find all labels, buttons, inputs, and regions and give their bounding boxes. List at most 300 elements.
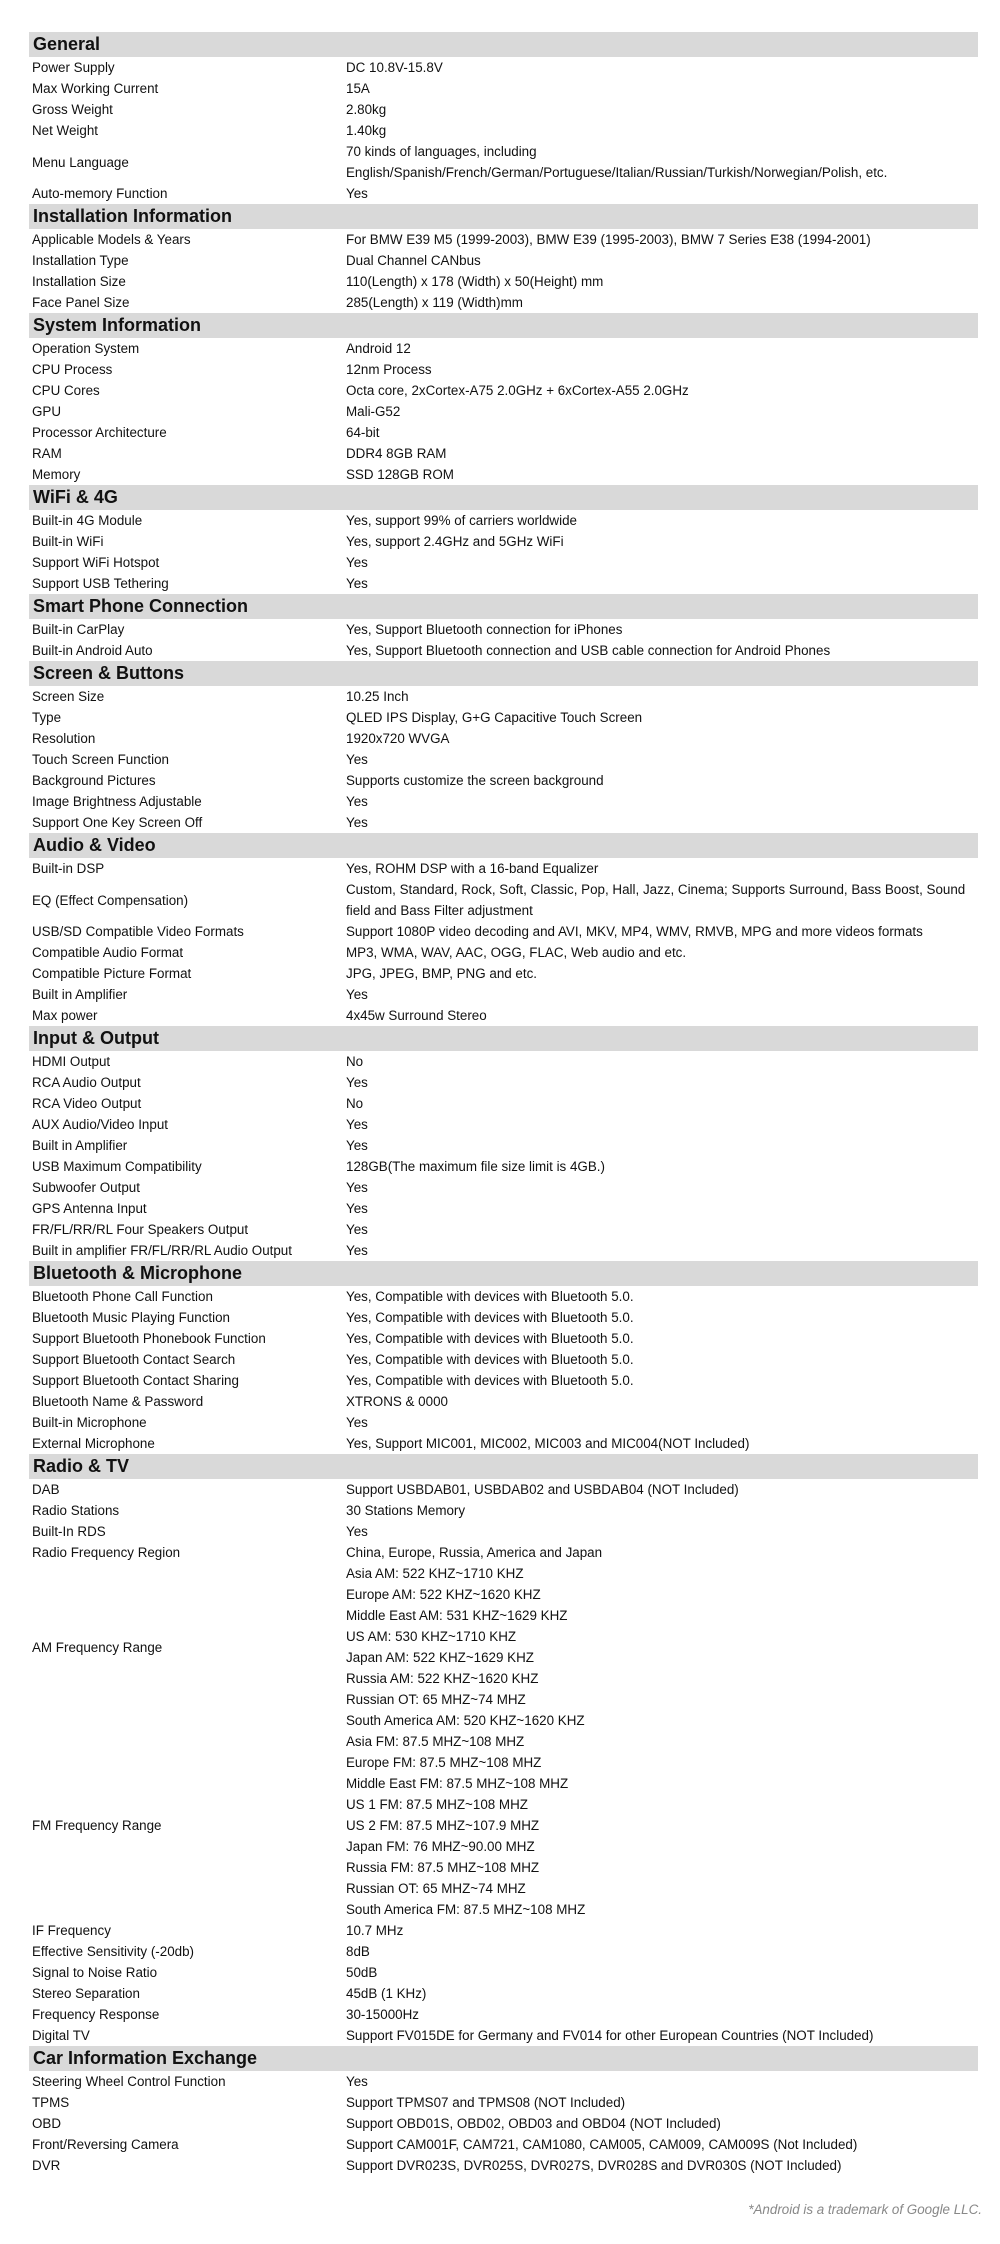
spec-label: Background Pictures	[32, 773, 156, 788]
spec-value	[346, 1412, 978, 1433]
spec-value-line: 110(Length) x 178 (Width) x 50(Height) mm	[346, 274, 604, 289]
spec-row	[29, 183, 978, 204]
spec-value	[346, 1479, 978, 1500]
spec-value-line: Yes	[346, 1201, 368, 1216]
spec-value	[346, 443, 978, 464]
spec-row	[29, 749, 978, 770]
spec-label: USB/SD Compatible Video Formats	[32, 924, 244, 939]
spec-value	[346, 2113, 978, 2134]
spec-label: Built-in DSP	[32, 861, 105, 876]
spec-value-line: Support CAM001F, CAM721, CAM1080, CAM005, CAM009, CAM009S (Not Included)	[346, 2137, 858, 2152]
spec-section	[29, 833, 978, 1026]
spec-label: Support Bluetooth Contact Search	[32, 1352, 236, 1367]
spec-label: Menu Language	[32, 154, 129, 170]
spec-row	[29, 1219, 978, 1240]
spec-value-line: Yes	[346, 555, 368, 570]
spec-value	[346, 1542, 978, 1563]
spec-value-line: US 1 FM: 87.5 MHZ~108 MHZ	[346, 1797, 528, 1812]
spec-value-line: 10.25 Inch	[346, 689, 409, 704]
spec-value-line: DC 10.8V-15.8V	[346, 60, 443, 75]
spec-value-line: QLED IPS Display, G+G Capacitive Touch Screen	[346, 710, 643, 725]
spec-value	[346, 1500, 978, 1521]
spec-label: Operation System	[32, 341, 140, 356]
spec-value	[346, 1521, 978, 1542]
spec-value	[346, 78, 978, 99]
section-header: WiFi & 4G	[29, 485, 978, 510]
spec-value	[346, 292, 978, 313]
spec-value-line: Yes	[346, 1243, 368, 1258]
spec-label: IF Frequency	[32, 1923, 111, 1938]
spec-label: Built in amplifier FR/FL/RR/RL Audio Output	[32, 1243, 292, 1258]
spec-row	[29, 1005, 978, 1026]
spec-value-line: Russia AM: 522 KHZ~1620 KHZ	[346, 1671, 539, 1686]
spec-value	[346, 728, 978, 749]
spec-value-line: Mali-G52	[346, 404, 401, 419]
spec-value	[346, 791, 978, 812]
spec-value-line: 128GB(The maximum file size limit is 4GB.)	[346, 1159, 605, 1174]
spec-value-line: 70 kinds of languages, including	[346, 144, 537, 159]
spec-value-line: Asia AM: 522 KHZ~1710 KHZ	[346, 1566, 524, 1581]
spec-value-line: Russian OT: 65 MHZ~74 MHZ	[346, 1692, 526, 1707]
spec-value-line: Yes	[346, 2074, 368, 2089]
spec-label: External Microphone	[32, 1436, 155, 1451]
spec-section	[29, 1454, 978, 2046]
spec-value-line: 30-15000Hz	[346, 2007, 419, 2022]
spec-row	[29, 984, 978, 1005]
spec-label: Stereo Separation	[32, 1986, 140, 2001]
spec-value-line: 4x45w Surround Stereo	[346, 1008, 487, 1023]
spec-value-line: Yes	[346, 1415, 368, 1430]
spec-value-line: Japan FM: 76 MHZ~90.00 MHZ	[346, 1839, 535, 1854]
spec-value-line: Russian OT: 65 MHZ~74 MHZ	[346, 1881, 526, 1896]
spec-row	[29, 770, 978, 791]
spec-value	[346, 1370, 978, 1391]
spec-value	[346, 1731, 978, 1920]
spec-row	[29, 707, 978, 728]
spec-value	[346, 1219, 978, 1240]
spec-value	[346, 1307, 978, 1328]
spec-value-line: Yes	[346, 1222, 368, 1237]
spec-row	[29, 1286, 978, 1307]
spec-value	[346, 963, 978, 984]
spec-label: Installation Type	[32, 253, 129, 268]
spec-value	[346, 2071, 978, 2092]
spec-row	[29, 963, 978, 984]
spec-label: CPU Process	[32, 362, 113, 377]
spec-label: Installation Size	[32, 274, 126, 289]
spec-value-line: South America AM: 520 KHZ~1620 KHZ	[346, 1713, 585, 1728]
section-header: Car Information Exchange	[29, 2046, 978, 2071]
spec-value-line: Yes	[346, 1180, 368, 1195]
spec-value	[346, 1156, 978, 1177]
spec-row	[29, 552, 978, 573]
spec-row	[29, 2134, 978, 2155]
spec-label: Support WiFi Hotspot	[32, 555, 160, 570]
spec-value	[346, 984, 978, 1005]
spec-value-line: Yes	[346, 186, 368, 201]
spec-row	[29, 1240, 978, 1261]
spec-value-line: Russia FM: 87.5 MHZ~108 MHZ	[346, 1860, 540, 1875]
spec-value	[346, 1962, 978, 1983]
spec-row	[29, 2025, 978, 2046]
spec-label: Signal to Noise Ratio	[32, 1965, 158, 1980]
section-header: System Information	[29, 313, 978, 338]
spec-row	[29, 464, 978, 485]
spec-row	[29, 271, 978, 292]
spec-row	[29, 531, 978, 552]
spec-value	[346, 338, 978, 359]
spec-label: Support USB Tethering	[32, 576, 169, 591]
spec-row	[29, 1920, 978, 1941]
spec-label: Built in Amplifier	[32, 1138, 128, 1153]
spec-label: Bluetooth Name & Password	[32, 1394, 204, 1409]
spec-value	[346, 879, 978, 921]
spec-row	[29, 573, 978, 594]
spec-value-line: Yes	[346, 576, 368, 591]
spec-row	[29, 1307, 978, 1328]
spec-value-line: Yes	[346, 987, 368, 1002]
spec-row	[29, 1542, 978, 1563]
spec-value	[346, 380, 978, 401]
spec-row	[29, 422, 978, 443]
spec-value	[346, 573, 978, 594]
spec-label: Built-in CarPlay	[32, 622, 125, 637]
spec-value-line: Asia FM: 87.5 MHZ~108 MHZ	[346, 1734, 525, 1749]
spec-value-line: 15A	[346, 81, 370, 96]
spec-value-line: Yes, Compatible with devices with Bluetooth 5.0.	[346, 1373, 634, 1388]
spec-value	[346, 1240, 978, 1261]
spec-value-line: South America FM: 87.5 MHZ~108 MHZ	[346, 1902, 586, 1917]
spec-label: AM Frequency Range	[32, 1639, 163, 1655]
spec-label: Built-in Android Auto	[32, 643, 153, 658]
spec-label: Compatible Picture Format	[32, 966, 192, 981]
spec-section	[29, 204, 978, 313]
spec-value-line: Yes, Support Bluetooth connection and USB cable connection for Android Phones	[346, 643, 831, 658]
spec-label: Bluetooth Music Playing Function	[32, 1310, 230, 1325]
section-header: Installation Information	[29, 204, 978, 229]
spec-label: Power Supply	[32, 60, 115, 75]
spec-value	[346, 2025, 978, 2046]
spec-label: FM Frequency Range	[32, 1818, 162, 1833]
spec-value-line: No	[346, 1096, 364, 1111]
spec-label: Built-in 4G Module	[32, 513, 143, 528]
spec-value-line: MP3, WMA, WAV, AAC, OGG, FLAC, Web audio and etc.	[346, 945, 687, 960]
spec-value-line: Yes	[346, 1075, 368, 1090]
spec-row	[29, 141, 978, 183]
spec-section	[29, 2046, 978, 2176]
spec-value	[346, 401, 978, 422]
spec-row	[29, 250, 978, 271]
spec-value-line: Support USBDAB01, USBDAB02 and USBDAB04 (NOT Included)	[346, 1482, 739, 1497]
spec-section	[29, 32, 978, 204]
spec-value-line: Support TPMS07 and TPMS08 (NOT Included)	[346, 2095, 626, 2110]
spec-value	[346, 141, 978, 183]
spec-label: Front/Reversing Camera	[32, 2137, 179, 2152]
spec-label: Resolution	[32, 731, 96, 746]
spec-row	[29, 2155, 978, 2176]
spec-label: HDMI Output	[32, 1054, 111, 1069]
spec-value	[346, 1051, 978, 1072]
spec-row	[29, 1051, 978, 1072]
spec-value-line: Europe FM: 87.5 MHZ~108 MHZ	[346, 1755, 542, 1770]
spec-value	[346, 1286, 978, 1307]
spec-value-line: field and Bass Filter adjustment	[346, 903, 533, 918]
spec-value-line: US AM: 530 KHZ~1710 KHZ	[346, 1629, 517, 1644]
spec-value-line: 2.80kg	[346, 102, 387, 117]
spec-value-line: Dual Channel CANbus	[346, 253, 481, 268]
spec-row	[29, 338, 978, 359]
spec-label: Memory	[32, 467, 81, 482]
spec-value	[346, 770, 978, 791]
spec-row	[29, 1177, 978, 1198]
spec-value	[346, 2155, 978, 2176]
spec-row	[29, 921, 978, 942]
section-header: Input & Output	[29, 1026, 978, 1051]
spec-value	[346, 1093, 978, 1114]
spec-label: Steering Wheel Control Function	[32, 2074, 226, 2089]
spec-label: Auto-memory Function	[32, 186, 168, 201]
spec-label: TPMS	[32, 2095, 70, 2110]
spec-value	[346, 271, 978, 292]
spec-value-line: JPG, JPEG, BMP, PNG and etc.	[346, 966, 538, 981]
spec-label: RAM	[32, 446, 62, 461]
spec-label: Max power	[32, 1008, 98, 1023]
spec-label: RCA Video Output	[32, 1096, 142, 1111]
spec-label: Built-in WiFi	[32, 534, 104, 549]
trademark-footnote: *Android is a trademark of Google LLC.	[748, 2202, 982, 2217]
spec-value	[346, 531, 978, 552]
spec-value-line: Yes, Compatible with devices with Bluetooth 5.0.	[346, 1352, 634, 1367]
spec-value-line: Yes, Compatible with devices with Bluetooth 5.0.	[346, 1289, 634, 1304]
section-header: General	[29, 32, 978, 57]
spec-label: Face Panel Size	[32, 295, 130, 310]
spec-value	[346, 749, 978, 770]
spec-value-line: Europe AM: 522 KHZ~1620 KHZ	[346, 1587, 541, 1602]
spec-value	[346, 1349, 978, 1370]
spec-value	[346, 2004, 978, 2025]
spec-row	[29, 1500, 978, 1521]
spec-row	[29, 1198, 978, 1219]
spec-label: Bluetooth Phone Call Function	[32, 1289, 213, 1304]
spec-value	[346, 1072, 978, 1093]
spec-section	[29, 661, 978, 833]
spec-value-line: US 2 FM: 87.5 MHZ~107.9 MHZ	[346, 1818, 540, 1833]
spec-label: Touch Screen Function	[32, 752, 169, 767]
spec-value	[346, 2134, 978, 2155]
spec-row	[29, 1156, 978, 1177]
spec-row	[29, 380, 978, 401]
spec-value-line: English/Spanish/French/German/Portuguese/Italian/Russian/Turkish/Norwegian/Polish, etc.	[346, 165, 888, 180]
spec-label: GPU	[32, 404, 62, 419]
spec-value-line: Yes, support 2.4GHz and 5GHz WiFi	[346, 534, 564, 549]
spec-value-line: Japan AM: 522 KHZ~1629 KHZ	[346, 1650, 534, 1665]
spec-label: Max Working Current	[32, 81, 159, 96]
spec-row	[29, 1349, 978, 1370]
spec-row	[29, 812, 978, 833]
spec-value	[346, 812, 978, 833]
spec-value-line: Middle East AM: 531 KHZ~1629 KHZ	[346, 1608, 568, 1623]
spec-label: Support Bluetooth Contact Sharing	[32, 1373, 239, 1388]
spec-value-line: 10.7 MHz	[346, 1923, 404, 1938]
spec-label: Type	[32, 710, 62, 725]
section-header: Screen & Buttons	[29, 661, 978, 686]
section-header: Smart Phone Connection	[29, 594, 978, 619]
spec-label: OBD	[32, 2116, 62, 2131]
section-header: Audio & Video	[29, 833, 978, 858]
spec-row	[29, 359, 978, 380]
spec-label: Processor Architecture	[32, 425, 167, 440]
spec-value-line: Yes, Compatible with devices with Bluetooth 5.0.	[346, 1310, 634, 1325]
spec-value-line: Support 1080P video decoding and AVI, MKV, MP4, WMV, RMVB, MPG and more videos formats	[346, 924, 923, 939]
spec-row	[29, 1983, 978, 2004]
spec-value	[346, 183, 978, 204]
spec-value-line: Support OBD01S, OBD02, OBD03 and OBD04 (NOT Included)	[346, 2116, 721, 2131]
spec-row	[29, 99, 978, 120]
spec-value-line: 30 Stations Memory	[346, 1503, 466, 1518]
spec-value-line: XTRONS & 0000	[346, 1394, 448, 1409]
spec-label: DVR	[32, 2158, 61, 2173]
spec-label: Applicable Models & Years	[32, 232, 191, 247]
spec-value	[346, 1941, 978, 1962]
spec-value-line: Yes	[346, 1117, 368, 1132]
spec-sheet	[29, 32, 978, 2176]
spec-row	[29, 1433, 978, 1454]
spec-value	[346, 510, 978, 531]
spec-value-line: 64-bit	[346, 425, 380, 440]
spec-value	[346, 464, 978, 485]
spec-label: GPS Antenna Input	[32, 1201, 147, 1216]
spec-value	[346, 1328, 978, 1349]
spec-value	[346, 942, 978, 963]
spec-row	[29, 2071, 978, 2092]
spec-row	[29, 2113, 978, 2134]
spec-row	[29, 57, 978, 78]
spec-section	[29, 594, 978, 661]
spec-value	[346, 2092, 978, 2113]
section-header: Radio & TV	[29, 1454, 978, 1479]
spec-value	[346, 640, 978, 661]
spec-row	[29, 686, 978, 707]
spec-section	[29, 1026, 978, 1261]
spec-value-line: SSD 128GB ROM	[346, 467, 454, 482]
spec-label: FR/FL/RR/RL Four Speakers Output	[32, 1222, 249, 1237]
spec-value	[346, 120, 978, 141]
spec-label: Screen Size	[32, 689, 105, 704]
spec-row	[29, 1093, 978, 1114]
spec-value-line: Yes	[346, 752, 368, 767]
spec-label: CPU Cores	[32, 383, 100, 398]
spec-value-line: No	[346, 1054, 364, 1069]
spec-value-line: Custom, Standard, Rock, Soft, Classic, Pop, Hall, Jazz, Cinema; Supports Surround, Bass Boost, Sound	[346, 882, 966, 897]
spec-row	[29, 791, 978, 812]
spec-row	[29, 1370, 978, 1391]
spec-value	[346, 359, 978, 380]
spec-value-line: Support DVR023S, DVR025S, DVR027S, DVR028S and DVR030S (NOT Included)	[346, 2158, 842, 2173]
spec-row	[29, 120, 978, 141]
spec-value-line: Yes	[346, 1524, 368, 1539]
spec-row	[29, 858, 978, 879]
spec-row	[29, 292, 978, 313]
spec-row	[29, 1731, 978, 1920]
spec-value-line: DDR4 8GB RAM	[346, 446, 447, 461]
spec-value	[346, 921, 978, 942]
spec-label: Frequency Response	[32, 2007, 160, 2022]
spec-value-line: Supports customize the screen background	[346, 773, 604, 788]
spec-row	[29, 728, 978, 749]
spec-row	[29, 2004, 978, 2025]
spec-value	[346, 1563, 978, 1731]
spec-value	[346, 552, 978, 573]
spec-value	[346, 229, 978, 250]
spec-value-line: Middle East FM: 87.5 MHZ~108 MHZ	[346, 1776, 569, 1791]
spec-label: RCA Audio Output	[32, 1075, 141, 1090]
spec-label: Image Brightness Adjustable	[32, 794, 202, 809]
spec-row	[29, 78, 978, 99]
spec-row	[29, 401, 978, 422]
spec-value	[346, 99, 978, 120]
spec-value-line: Yes, Compatible with devices with Bluetooth 5.0.	[346, 1331, 634, 1346]
spec-row	[29, 1941, 978, 1962]
spec-row	[29, 879, 978, 921]
spec-row	[29, 229, 978, 250]
spec-section	[29, 1261, 978, 1454]
spec-label: Net Weight	[32, 123, 98, 138]
spec-label: Radio Frequency Region	[32, 1545, 181, 1560]
spec-value	[346, 1198, 978, 1219]
spec-label: Effective Sensitivity (-20db)	[32, 1944, 194, 1959]
spec-label: Radio Stations	[32, 1503, 120, 1518]
spec-value-line: Octa core, 2xCortex-A75 2.0GHz + 6xCortex-A55 2.0GHz	[346, 383, 689, 398]
spec-value-line: 12nm Process	[346, 362, 432, 377]
spec-label: Support Bluetooth Phonebook Function	[32, 1331, 266, 1346]
spec-value	[346, 1391, 978, 1412]
spec-label: AUX Audio/Video Input	[32, 1117, 168, 1132]
spec-row	[29, 510, 978, 531]
spec-value	[346, 422, 978, 443]
spec-row	[29, 1114, 978, 1135]
spec-row	[29, 1328, 978, 1349]
spec-row	[29, 1072, 978, 1093]
spec-row	[29, 619, 978, 640]
spec-value-line: Yes	[346, 1138, 368, 1153]
spec-row	[29, 1962, 978, 1983]
spec-value	[346, 619, 978, 640]
spec-value-line: 285(Length) x 119 (Width)mm	[346, 295, 523, 310]
spec-label: Built-In RDS	[32, 1524, 106, 1539]
spec-label: Subwoofer Output	[32, 1180, 140, 1195]
spec-value-line: For BMW E39 M5 (1999-2003), BMW E39 (1995-2003), BMW 7 Series E38 (1994-2001)	[346, 232, 871, 247]
spec-value-line: Yes, Support Bluetooth connection for iPhones	[346, 622, 623, 637]
spec-row	[29, 1521, 978, 1542]
spec-value	[346, 1433, 978, 1454]
spec-label: Digital TV	[32, 2028, 90, 2043]
spec-value-line: 1.40kg	[346, 123, 387, 138]
spec-label: USB Maximum Compatibility	[32, 1159, 202, 1174]
spec-value	[346, 250, 978, 271]
spec-label: Gross Weight	[32, 102, 113, 117]
spec-value	[346, 1114, 978, 1135]
spec-section	[29, 485, 978, 594]
spec-label: Support One Key Screen Off	[32, 815, 203, 830]
spec-value	[346, 1983, 978, 2004]
spec-row	[29, 443, 978, 464]
spec-value	[346, 858, 978, 879]
spec-value-line: Yes	[346, 815, 368, 830]
spec-value	[346, 1135, 978, 1156]
spec-value-line: 50dB	[346, 1965, 378, 1980]
spec-value	[346, 707, 978, 728]
spec-value-line: Yes, Support MIC001, MIC002, MIC003 and MIC004(NOT Included)	[346, 1436, 750, 1451]
